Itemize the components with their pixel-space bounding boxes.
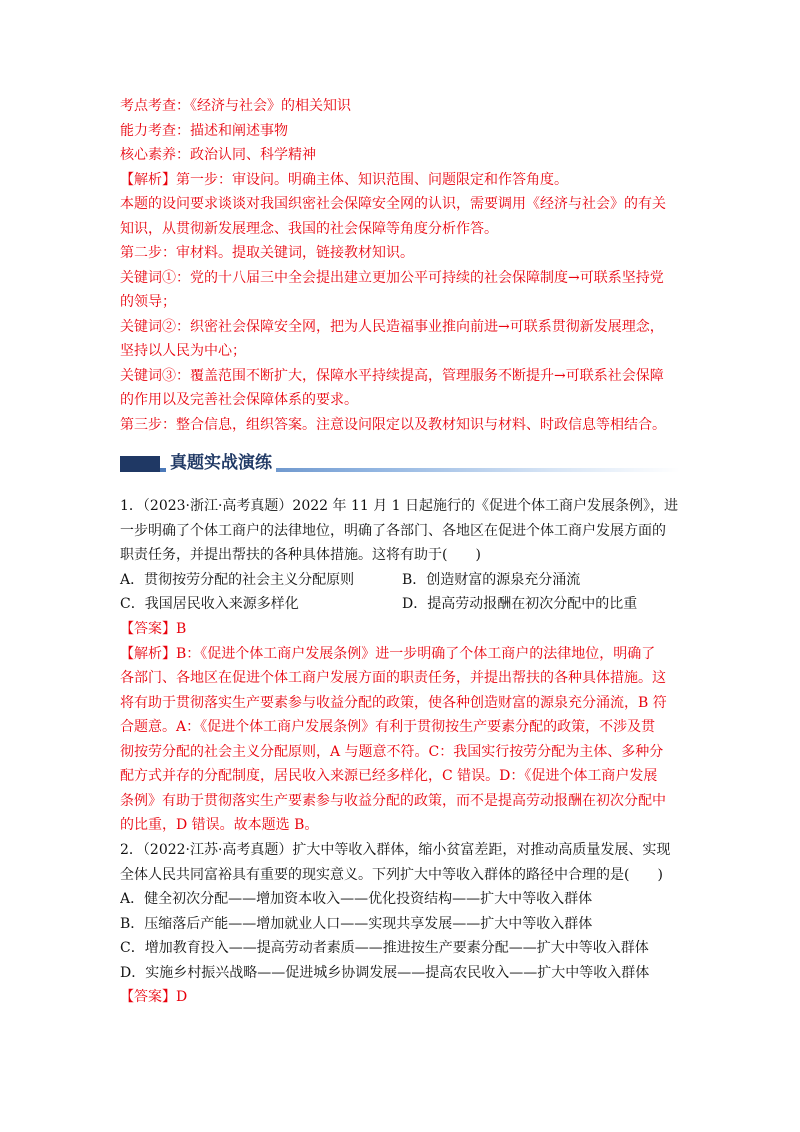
answer-label: 【答案】D (120, 989, 188, 1005)
question-2 (120, 838, 685, 985)
analysis-line: 考点考查：《经济与社会》的相关知识 (120, 98, 351, 114)
option-a: A．健全初次分配——增加资本收入——优化投资结构——扩大中等收入群体 (120, 891, 593, 907)
analysis-line: 能力考查：描述和阐述事物 (120, 122, 288, 139)
option-d: D．提高劳动报酬在初次分配中的比重 (402, 596, 638, 612)
option-b: B．压缩落后产能——增加就业人口——实现共享发展——扩大中等收入群体 (120, 915, 593, 932)
analysis-line: 【解析】第一步：审设问。明确主体、知识范围、问题限定和作答角度。 (120, 171, 568, 188)
option-c: C．增加教育投入——提高劳动者素质——推进按生产要素分配——扩大中等收入群体 (120, 940, 649, 956)
analysis-line: 的比重，D 错误。故本题选 B。 (120, 817, 319, 833)
option-c: C．我国居民收入来源多样化 (120, 596, 299, 612)
option-a: A．贯彻按劳分配的社会主义分配原则 (120, 571, 355, 588)
analysis-line: 第三步：整合信息，组织答案。注意设问限定以及教材知识与材料、时政信息等相结合。 (120, 416, 666, 433)
analysis-line: 坚持以人民为中心； (120, 343, 246, 359)
option-b: B．创造财富的源泉充分涌流 (402, 571, 581, 588)
banner-title: 真题实战演练 (166, 448, 276, 473)
question-stem-line: 一步明确了个体工商户的法律地位，明确了各部门、各地区在促进个体工商户发展方面的 (120, 522, 666, 539)
analysis-line: 第二步：审材料。提取关键词，链接教材知识。 (120, 245, 414, 261)
question-2-answer-block (120, 985, 685, 1010)
analysis-line: 关键词③：覆盖范围不断扩大，保障水平持续提高，管理服务不断提升→可联系社会保障 (120, 367, 664, 384)
analysis-line: 将有助于贯彻落实生产要素参与收益分配的政策，使各种创造财富的源泉充分涌流，B 符 (120, 694, 667, 711)
question-stem-line: 职责任务，并提出帮扶的各种具体措施。这将有助于( ) (120, 547, 481, 563)
analysis-line: 条例》有助于贯彻落实生产要素参与收益分配的政策，而不是提高劳动报酬在初次分配中 (120, 792, 666, 809)
option-d: D．实施乡村振兴战略——促进城乡协调发展——提高农民收入——扩大中等收入群体 (120, 964, 650, 981)
analysis-line: 的作用以及完善社会保障体系的要求。 (120, 392, 358, 408)
option-row (120, 568, 685, 593)
question-stem-line: 全体人民共同富裕具有重要的现实意义。下列扩大中等收入群体的路径中合理的是( ) (120, 866, 663, 883)
analysis-line: 各部门、各地区在促进个体工商户发展方面的职责任务，并提出帮扶的各种具体措施。这 (120, 670, 666, 686)
analysis-line: 配方式并存的分配制度，居民收入来源已经多样化，C 错误。D：《促进个体工商户发展 (120, 768, 658, 784)
banner-bar (120, 456, 160, 472)
analysis-line: 【解析】B：《促进个体工商户发展条例》进一步明确了个体工商户的法律地位，明确了 (120, 645, 656, 662)
question-stem-line: 2．（2022·江苏·高考真题）扩大中等收入群体，缩小贫富差距，对推动高质量发展、实现 (120, 842, 671, 858)
analysis-line: 关键词②：织密社会保障安全网，把为人民造福事业推向前进→可联系贯彻新发展理念， (120, 318, 664, 335)
analysis-line: 本题的设问要求谈谈对我国织密社会保障安全网的认识，需要调用《经济与社会》的有关 (120, 196, 666, 212)
section-banner (120, 448, 680, 476)
analysis-line: 彻按劳分配的社会主义分配原则，A 与题意不符。C：我国实行按劳分配为主体、多种分 (120, 743, 664, 760)
question-stem-line: 1．（2023·浙江·高考真题）2022 年 11 月 1 日起施行的《促进个体工商户发展条例》，进 (120, 498, 679, 514)
analysis-line: 知识，从贯彻新发展理念、我国的社会保障等角度分析作答。 (120, 220, 498, 237)
analysis-line: 的领导； (120, 294, 176, 310)
answer-label: 【答案】B (120, 621, 187, 637)
analysis-section (120, 94, 685, 437)
analysis-line: 合题意。A：《促进个体工商户发展条例》有利于贯彻按生产要素分配的政策，不涉及贯 (120, 719, 656, 735)
option-row (120, 592, 685, 617)
analysis-line: 核心素养：政治认同、科学精神 (120, 147, 316, 163)
question-1 (120, 494, 685, 617)
question-1-answer-block (120, 617, 685, 838)
analysis-line: 关键词①：党的十八届三中全会提出建立更加公平可持续的社会保障制度→可联系坚持党 (120, 269, 664, 286)
